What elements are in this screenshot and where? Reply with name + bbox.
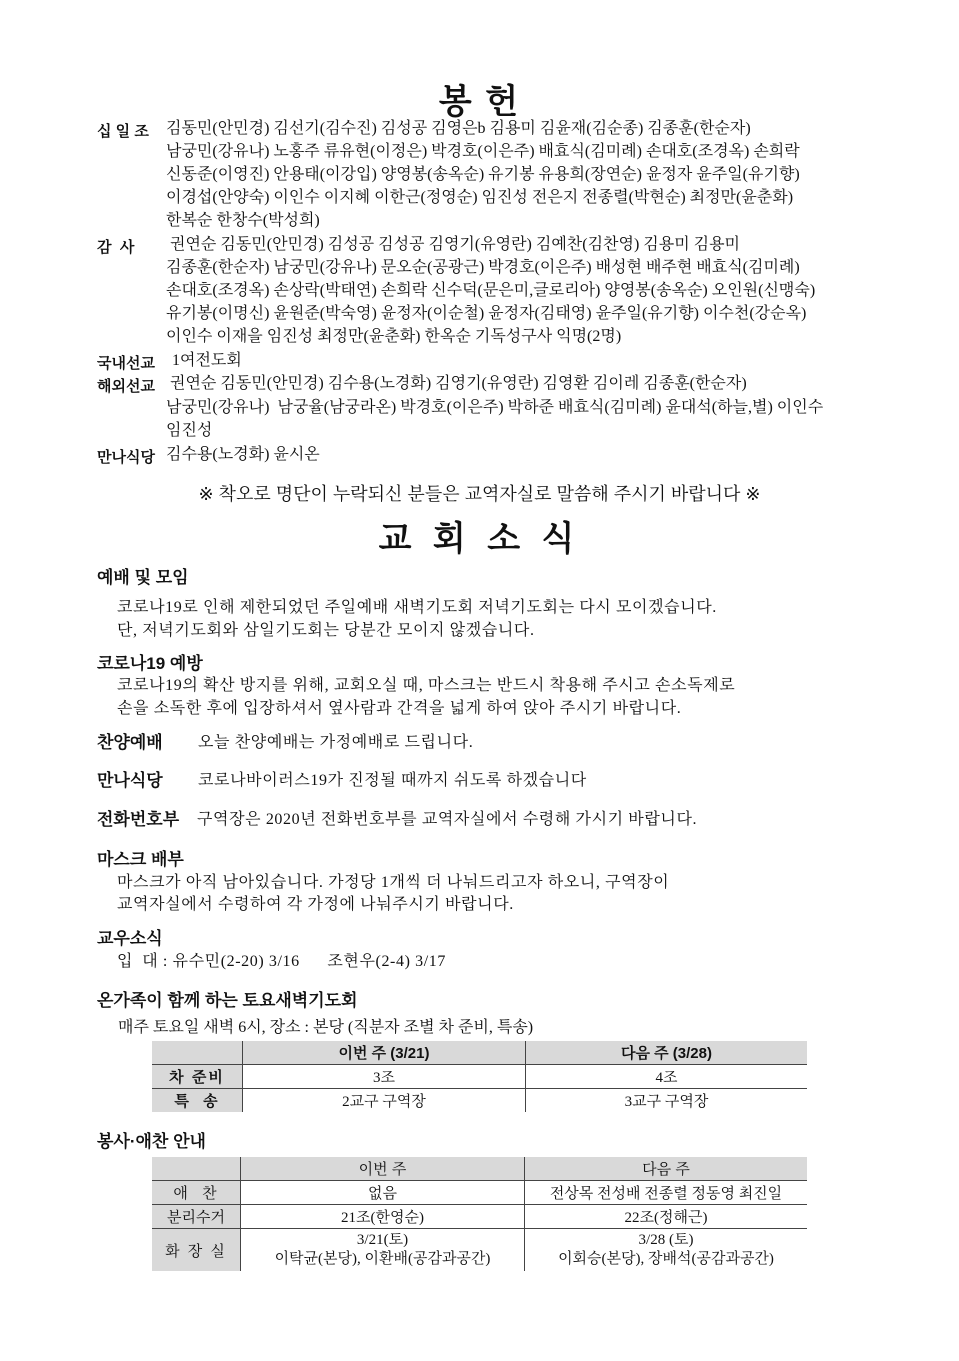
table-header-row <box>152 1041 807 1065</box>
table-row <box>152 1065 807 1089</box>
members-heading: 교우소식 <box>97 929 163 948</box>
row-header: 차 준비 <box>152 1065 243 1089</box>
table-header: 이번 주 <box>241 1157 525 1181</box>
toilet-names: 이회승(본당), 장배석(공감과공간) <box>558 1251 774 1267</box>
table-cell <box>525 1229 808 1272</box>
group-label: 만나식당 <box>97 449 155 466</box>
name-line: 김수용(노경화) 윤시온 <box>166 446 320 463</box>
name-line: 1여전도회 <box>172 352 242 369</box>
table-header: 다음 주 (3/28) <box>526 1041 808 1065</box>
name-line: 남궁민(강유나) 노홍주 류유현(이정은) 박경호(이은주) 배효식(김미례) 손대호(조경옥) 손희락 <box>166 143 800 160</box>
table-row <box>152 1181 807 1205</box>
table-cell: 없음 <box>241 1181 525 1205</box>
saturday-heading: 온가족이 함께 하는 토요새벽기도회 <box>97 991 358 1010</box>
toilet-date: 3/21(토) <box>356 1232 409 1248</box>
service-table <box>152 1157 807 1271</box>
group-label: 해외선교 <box>97 378 155 395</box>
praise-heading: 찬양예배 <box>97 733 163 752</box>
table-cell: 2교구 구역장 <box>243 1089 526 1113</box>
members-text: 입 대 : 유수민(2-20) 3/16 조현우(2-4) 3/17 <box>117 953 446 970</box>
covid-text: 코로나19의 확산 방지를 위해, 교회오실 때, 마스크는 반드시 착용해 주시고 손소독제로 <box>117 677 736 694</box>
worship-heading: 예배 및 모임 <box>97 568 189 587</box>
table-header <box>152 1157 241 1181</box>
toilet-names: 이탁균(본당), 이환배(공감과공간) <box>274 1251 491 1267</box>
table-header-row <box>152 1157 807 1181</box>
mask-text: 마스크가 아직 남아있습니다. 가정당 1개씩 더 나눠드리고자 하오니, 구역장이 <box>117 874 670 891</box>
omission-notice: ※ 착오로 명단이 누락되신 분들은 교역자실로 말씀해 주시기 바랍니다 ※ <box>198 484 761 504</box>
table-cell: 3조 <box>243 1065 526 1089</box>
group-label: 십 일 조 <box>97 123 149 140</box>
table-cell: 21조(한영순) <box>241 1205 525 1229</box>
saturday-text: 매주 토요일 새벽 6시, 장소 : 본당 (직분자 조별 차 준비, 특송) <box>118 1019 534 1036</box>
toilet-date: 3/28 (토) <box>638 1232 694 1248</box>
table-cell: 4조 <box>526 1065 808 1089</box>
name-line: 유기봉(이명신) 윤원준(박숙영) 윤정자(이순철) 윤정자(김태영) 윤주일(유기향) 이수천(강순옥) <box>166 305 807 322</box>
phonebook-text: 구역장은 2020년 전화번호부를 교역자실에서 수령해 가시기 바랍니다. <box>197 811 698 828</box>
name-line: 한복순 한창수(박성희) <box>166 212 320 229</box>
row-header: 특 송 <box>152 1089 243 1113</box>
table-cell: 3교구 구역장 <box>526 1089 808 1113</box>
table-row <box>152 1205 807 1229</box>
name-line: 신동준(이영진) 안용태(이강입) 양영봉(송옥순) 유기봉 유용희(장연순) 윤정자 윤주일(유기향) <box>166 166 800 183</box>
table-header: 이번 주 (3/21) <box>243 1041 526 1065</box>
name-line: 이인수 이재을 임진성 최정만(윤춘화) 한옥순 기독성구사 익명(2명) <box>166 328 622 345</box>
table-row <box>152 1089 807 1113</box>
worship-text: 단, 저녁기도회와 삼일기도회는 당분간 모이지 않겠습니다. <box>117 622 535 639</box>
saturday-table <box>152 1041 807 1112</box>
row-header: 화 장 실 <box>152 1229 241 1272</box>
name-line: 손대호(조경옥) 손상락(박태연) 손희락 신수덕(문은미,글로리아) 양영봉(송옥순) 오인원(신맹숙) <box>166 282 816 299</box>
name-line: 권연순 김동민(안민경) 김수용(노경화) 김영기(유영란) 김영환 김이레 김종훈(한순자) <box>166 375 747 392</box>
group-label: 국내선교 <box>97 355 155 372</box>
praise-text: 오늘 찬양예배는 가정예배로 드립니다. <box>198 734 474 751</box>
covid-text: 손을 소독한 후에 입장하셔서 옆사람과 간격을 넓게 하여 앉아 주시기 바랍니다. <box>117 700 682 717</box>
group-label: 감 사 <box>97 239 135 256</box>
table-cell <box>241 1229 525 1272</box>
service-heading: 봉사·애찬 안내 <box>97 1132 206 1151</box>
table-header <box>152 1041 243 1065</box>
mask-heading: 마스크 배부 <box>97 850 184 869</box>
covid-heading: 코로나19 예방 <box>97 654 203 673</box>
table-header: 다음 주 <box>525 1157 808 1181</box>
name-line: 임진성 <box>166 422 213 439</box>
row-header: 애 찬 <box>152 1181 241 1205</box>
table-row <box>152 1229 807 1272</box>
row-header: 분리수거 <box>152 1205 241 1229</box>
name-line: 권연순 김동민(안민경) 김성공 김성공 김영기(유영란) 김예찬(김찬영) 김용미 김용미 <box>166 236 741 253</box>
name-line: 남궁민(강유나) 남궁율(남궁라온) 박경호(이은주) 박하준 배효식(김미례) 윤대석(하늘,별) 이인수 <box>166 399 824 416</box>
name-line: 이경섭(안양숙) 이인수 이지혜 이한근(정영순) 임진성 전은지 전종렬(박현순) 최정만(윤춘화) <box>166 189 794 206</box>
offering-title: 봉 헌 <box>438 83 521 121</box>
mask-text: 교역자실에서 수령하여 각 가정에 나눠주시기 바랍니다. <box>117 896 514 913</box>
manna-text: 코로나바이러스19가 진정될 때까지 쉬도록 하겠습니다 <box>198 772 587 789</box>
table-cell: 전상목 전성배 전종렬 정동영 최진일 <box>525 1181 808 1205</box>
name-line: 김종훈(한순자) 남궁민(강유나) 문오순(공광근) 박경호(이은주) 배성현 배주현 배효식(김미례) <box>166 259 800 276</box>
phonebook-heading: 전화번호부 <box>97 810 180 829</box>
name-line: 김동민(안민경) 김선기(김수진) 김성공 김영은b 김용미 김윤재(김순종) 김종훈(한순자) <box>166 120 751 137</box>
worship-text: 코로나19로 인해 제한되었던 주일예배 새벽기도회 저녁기도회는 다시 모이겠습니다. <box>117 599 717 616</box>
manna-heading: 만나식당 <box>97 771 163 790</box>
news-title: 교 회 소 식 <box>378 520 581 558</box>
table-cell: 22조(정해근) <box>525 1205 808 1229</box>
